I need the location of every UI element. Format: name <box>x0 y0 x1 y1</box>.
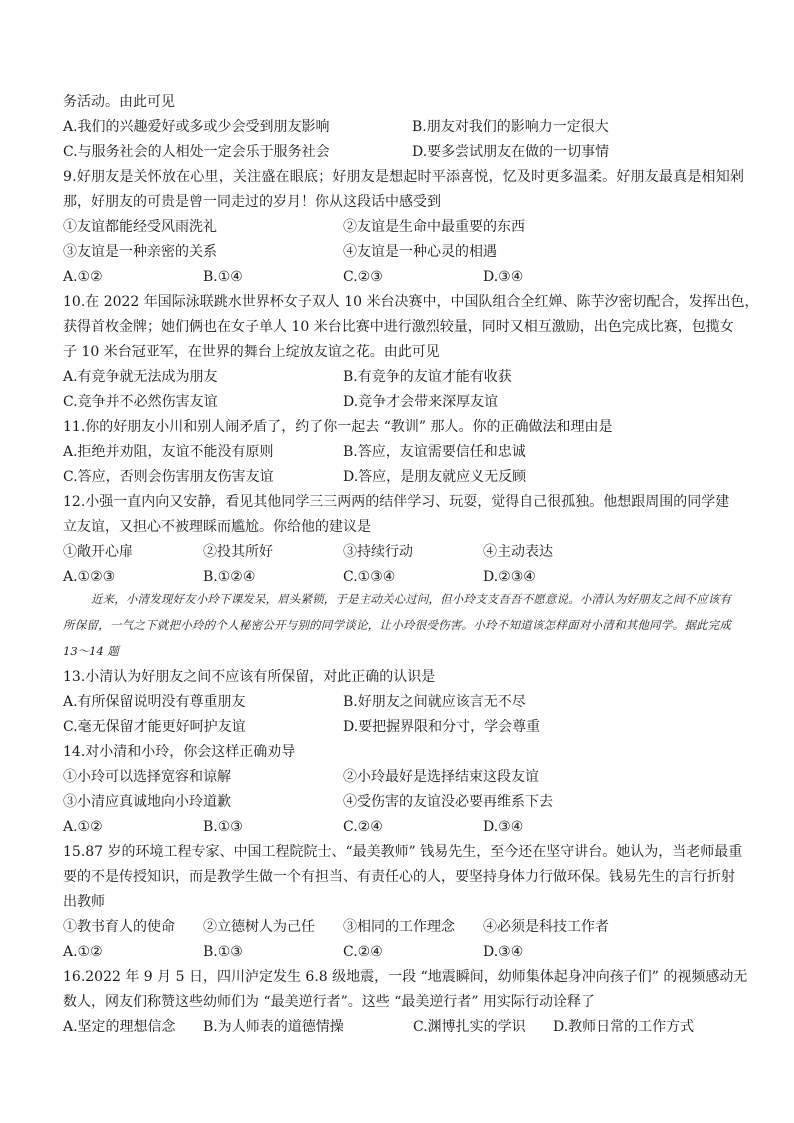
q16-option-a: A.坚定的理想信念 <box>63 1019 176 1035</box>
q15-statement-1: ①教书育人的使命 <box>63 919 175 935</box>
reading-material: 近来，小清发现好友小玲下课发呆，眉头紧锁，于是主动关心过问，但小玲支支吾吾不愿意说。小清认为好朋友之间不应该有所保留，一气之下就把小玲的个人秘密公开与别的同学谈论，让小玲很受伤害。小玲不知道该怎样面对小清和其他同学。据此完成 13～14 题 <box>63 592 731 658</box>
question-10-stem-cont-1: 获得首枚金牌；她们俩也在女子单人 10 米台比赛中进行激烈较量，同时又相互激励，出色完成比赛，包揽女 <box>63 319 734 335</box>
q14-statement-2: ②小玲最好是选择结束这段友谊 <box>343 769 539 785</box>
q11-option-d: D.答应，是朋友就应义无反顾 <box>343 469 527 485</box>
q9-option-d: D.③④ <box>483 269 524 285</box>
question-15-stem: 15.87 岁的环境工程专家、中国工程院院士、“最美教师” 钱易先生，至今还在坚守讲台。她认为，当老师最重 <box>63 844 743 860</box>
question-15-stem-cont-1: 要的不是传授知识，而是教学生做一个有担当、有责任心的人，要坚持身体力行做环保。钱易先生的言行折射 <box>63 869 735 885</box>
question-12-stem: 12.小强一直内向又安静，看见其他同学三三两两的结伴学习、玩耍，觉得自己很孤独。他想跟周围的同学建 <box>63 494 730 510</box>
q9-option-a: A.①② <box>63 269 103 285</box>
q10-option-c: C.竞争并不必然伤害友谊 <box>63 394 218 410</box>
q8-option-a: A.我们的兴趣爱好或多或少会受到朋友影响 <box>63 119 330 135</box>
question-12-stem-cont: 立友谊，又担心不被理睬而尴尬。你给他的建议是 <box>63 519 371 535</box>
q8-option-d: D.要多尝试朋友在做的一切事情 <box>412 144 610 160</box>
q14-option-b: B.①③ <box>203 819 243 835</box>
q12-statement-4: ④主动表达 <box>483 544 553 560</box>
question-9-stem-cont: 那，好朋友的可贵是曾一同走过的岁月！你从这段话中感受到 <box>63 194 441 210</box>
q12-option-d: D.②③④ <box>483 569 536 585</box>
q15-option-b: B.①③ <box>203 944 243 960</box>
q13-option-d: D.要把握界限和分寸，学会尊重 <box>343 719 541 735</box>
question-16-stem-cont: 数人，网友们称赞这些幼师们为 “最美逆行者”。这些 “最美逆行者” 用实际行动诠释了 <box>63 994 595 1010</box>
q12-statement-2: ②投其所好 <box>203 544 273 560</box>
q16-option-b: B.为人师表的道德情操 <box>203 1019 344 1035</box>
q14-option-d: D.③④ <box>483 819 524 835</box>
q13-option-c: C.毫无保留才能更好呵护友谊 <box>63 719 246 735</box>
q16-option-d: D.教师日常的工作方式 <box>553 1019 695 1035</box>
q8-option-b: B.朋友对我们的影响力一定很大 <box>412 119 609 135</box>
q13-option-b: B.好朋友之间就应该言无不尽 <box>343 694 526 710</box>
question-10-stem-cont-2: 子 10 米台冠亚军，在世界的舞台上绽放友谊之花。由此可见 <box>63 344 440 360</box>
q12-statement-1: ①敞开心扉 <box>63 544 133 560</box>
q9-option-b: B.①④ <box>203 269 243 285</box>
q13-option-a: A.有所保留说明没有尊重朋友 <box>63 694 246 710</box>
q11-option-b: B.答应，友谊需要信任和忠诚 <box>343 444 526 460</box>
q12-option-b: B.①②④ <box>203 569 256 585</box>
q11-option-c: C.答应，否则会伤害朋友伤害友谊 <box>63 469 274 485</box>
q14-statement-1: ①小玲可以选择宽容和谅解 <box>63 769 231 785</box>
q14-option-a: A.①② <box>63 819 103 835</box>
q9-option-c: C.②③ <box>343 269 383 285</box>
q10-option-a: A.有竞争就无法成为朋友 <box>63 369 218 385</box>
q15-statement-4: ④必须是科技工作者 <box>483 919 609 935</box>
q12-option-c: C.①③④ <box>343 569 396 585</box>
q8-option-c: C.与服务社会的人相处一定会乐于服务社会 <box>63 144 330 160</box>
q14-statement-4: ④受伤害的友谊没必要再维系下去 <box>343 794 553 810</box>
q15-option-d: D.③④ <box>483 944 524 960</box>
q9-statement-3: ③友谊是一种亲密的关系 <box>63 244 217 260</box>
question-10-stem: 10.在 2022 年国际泳联跳水世界杯女子双人 10 米台决赛中，中国队组合全红婵、陈芋汐密切配合，发挥出色， <box>63 294 759 310</box>
q15-statement-3: ③相同的工作理念 <box>343 919 455 935</box>
question-11-stem: 11.你的好朋友小川和别人闹矛盾了，约了你一起去 “教训” 那人。你的正确做法和理由是 <box>63 419 613 435</box>
q9-statement-1: ①友谊都能经受风雨洗礼 <box>63 219 217 235</box>
question-15-stem-cont-2: 出教师 <box>63 894 105 910</box>
q14-option-c: C.②④ <box>343 819 383 835</box>
question-8-stem-end: 务活动。由此可见 <box>63 94 175 110</box>
q16-option-c: C.渊博扎实的学识 <box>413 1019 526 1035</box>
q12-option-a: A.①②③ <box>63 569 116 585</box>
q10-option-d: D.竞争才会带来深厚友谊 <box>343 394 499 410</box>
q10-option-b: B.有竞争的友谊才能有收获 <box>343 369 512 385</box>
q9-statement-4: ④友谊是一种心灵的相遇 <box>343 244 497 260</box>
q15-statement-2: ②立德树人为己任 <box>203 919 315 935</box>
question-9-stem: 9.好朋友是关怀放在心里，关注盛在眼底；好朋友是想起时平添喜悦，忆及时更多温柔。好朋友最真是相知剁 <box>63 169 745 185</box>
q11-option-a: A.拒绝并劝阻，友谊不能没有原则 <box>63 444 274 460</box>
q9-statement-2: ②友谊是生命中最重要的东西 <box>343 219 525 235</box>
q15-option-a: A.①② <box>63 944 103 960</box>
q14-statement-3: ③小清应真诚地向小玲道歉 <box>63 794 231 810</box>
q12-statement-3: ③持续行动 <box>343 544 413 560</box>
q15-option-c: C.②④ <box>343 944 383 960</box>
question-13-stem: 13.小清认为好朋友之间不应该有所保留，对此正确的认识是 <box>63 669 436 685</box>
question-16-stem: 16.2022 年 9 月 5 日，四川泸定发生 6.8 级地震，一段 “地震瞬间，幼师集体起身冲向孩子们” 的视频感动无 <box>63 969 748 985</box>
question-14-stem: 14.对小清和小玲，你会这样正确劝导 <box>63 744 296 760</box>
